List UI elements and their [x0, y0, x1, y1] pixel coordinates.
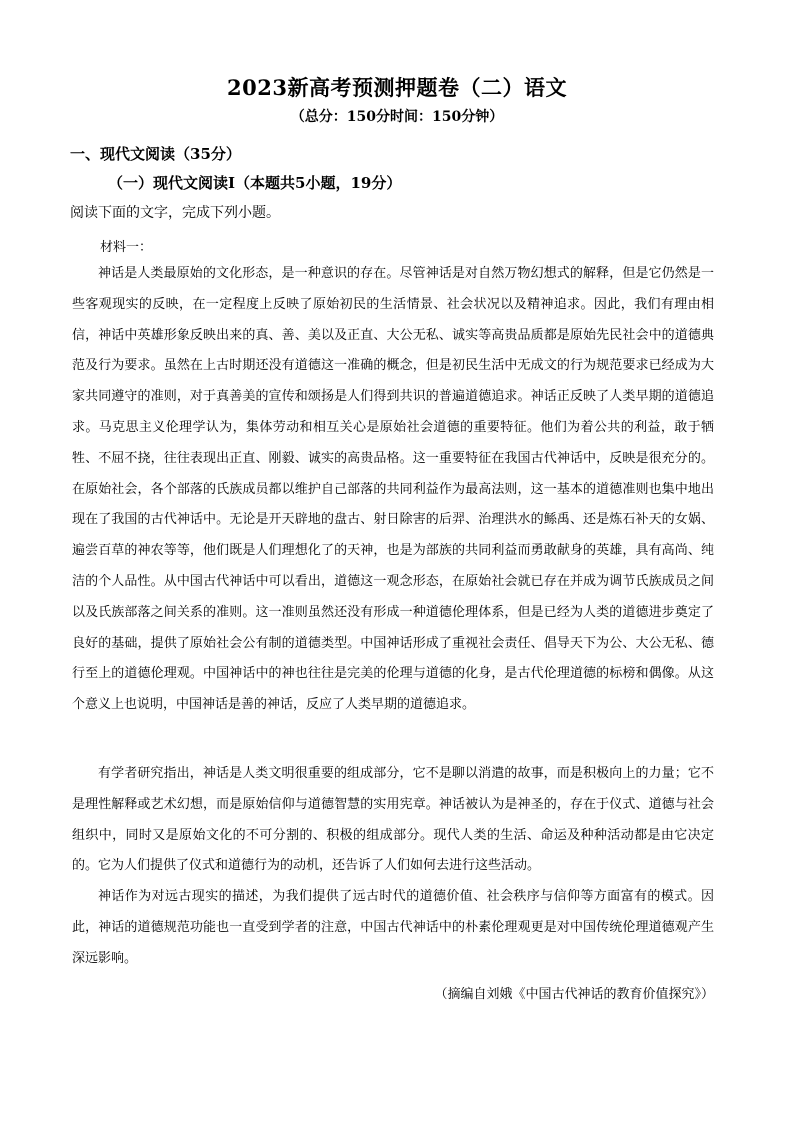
passage-paragraph-1: 神话是人类最原始的文化形态，是一种意识的存在。尽管神话是对自然万物幻想式的解释，但是它仍然是一些客观现实的反映，在一定程度上反映了原始初民的生活情景、社会状况以及精神追求。因此，我们有理由相信，神话中英雄形象反映出来的真、善、美以及正直、大公无私、诚实等高贵品质都是原始先民社会中的道德典范及行为要求。虽然在上古时期还没有道德这一准确的概念，但是初民生活中无成文的行为规范要求已经成为大家共同遵守的准则，对于真善美的宣传和颂扬是人们得到共识的普遍道德追求。神话正反映了人类早期的道德追求。马克思主义伦理学认为，集体劳动和相互关心是原始社会道德的重要特征。他们为着公共的利益，敢于牺牲、不屈不挠，往往表现出正直、刚毅、诚实的高贵品格。这一重要特征在我国古代神话中，反映是很充分的。在原始社会，各个部落的氏族成员都以维护自己部落的共同利益作为最高法则，这一基本的道德准则也集中地出现在了我国的古代神话中。无论是开天辟地的盘古、射日除害的后羿、治理洪水的鲧禹、还是炼石补天的女娲、遍尝百草的神农等等，他们既是人们理想化了的天神，也是为部族的共同利益而勇敢献身的英雄，具有高尚、纯洁的个人品性。从中国古代神话中可以看出，道德这一观念形态，在原始社会就已存在并成为调节氏族成员之间以及氏族部落之间关系的准则。这一准则虽然还没有形成一种道德伦理体系，但是已经为人类的道德进步奠定了良好的基础，提供了原始社会公有制的道德类型。中国神话形成了重视社会责任、倡导天下为公、大公无私、德行至上的道德伦理观。中国神话中的神也往往是完美的伦理与道德的化身，是古代伦理道德的标榜和偶像。从这个意义上也说明，中国神话是善的神话，反应了人类早期的道德追求。 — [72, 266, 714, 713]
exam-subtitle: （总分：150分时间：150分钟） — [290, 109, 504, 125]
source-citation: （摘编自刘娥《中国古代神话的教育价值探究》） — [434, 987, 714, 1002]
section-heading: 一、现代文阅读（35分） — [70, 145, 241, 163]
exam-title: 2023新高考预测押题卷（二）语文 — [227, 75, 567, 100]
material-label: 材料一： — [100, 240, 153, 255]
passage-paragraph-3: 神话作为对远古现实的描述，为我们提供了远古时代的道德价值、社会秩序与信仰等方面富有的模式。因此，神话的道德规范功能也一直受到学者的注意，中国古代神话中的朴素伦理观更是对中国传统伦理道德观产生深远影响。 — [72, 889, 714, 966]
subsection-heading: （一）现代文阅读Ⅰ（本题共5小题，19分） — [108, 174, 402, 192]
passage-paragraph-2: 有学者研究指出，神话是人类文明很重要的组成部分，它不是聊以消遣的故事，而是积极向上的力量；它不是理性解释或艺术幻想，而是原始信仰与道德智慧的实用宪章。神话被认为是神圣的，存在于仪式、道德与社会组织中，同时又是原始文化的不可分割的、积极的组成部分。现代人类的生活、命运及种种活动都是由它决定的。它为人们提供了仪式和道德行为的动机，还告诉了人们如何去进行这些活动。 — [72, 766, 714, 874]
reading-instruction: 阅读下面的文字，完成下列小题。 — [70, 205, 280, 221]
